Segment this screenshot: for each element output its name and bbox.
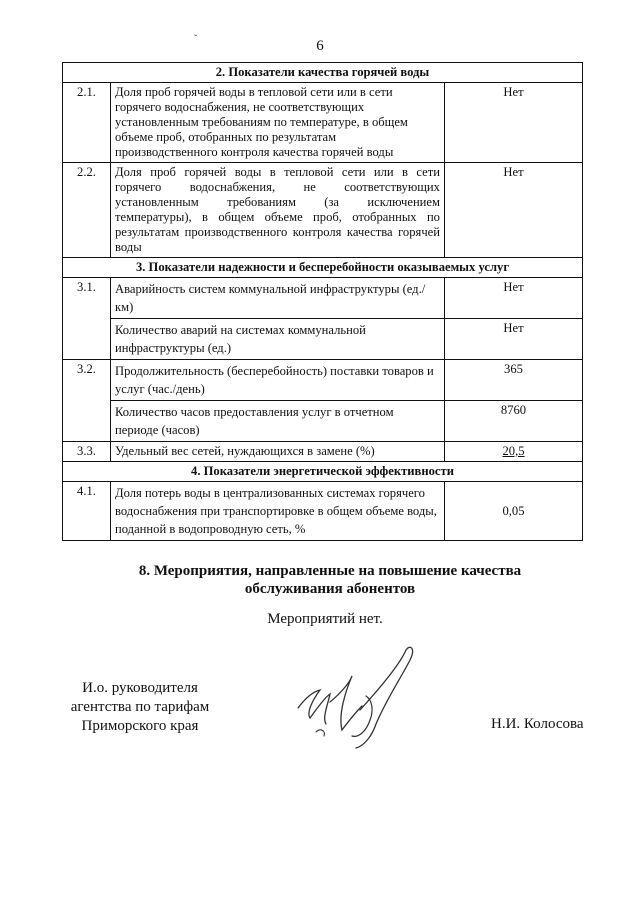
row-value: 8760 — [444, 401, 582, 442]
section-8-body: Мероприятий нет. — [267, 611, 383, 627]
row-description: Удельный вес сетей, нуждающихся в замене (%) — [111, 442, 445, 462]
section-header-row — [63, 462, 583, 482]
row-description: Количество аварий на системах коммунальной инфраструктуры (ед.) — [111, 319, 445, 360]
row-value: Нет — [444, 319, 582, 360]
table-row — [63, 319, 583, 360]
row-number: 3.1. — [63, 278, 111, 360]
row-description: Доля проб горячей воды в тепловой сети или в сети горячего водоснабжения, не соответствующих установленным требованиям по температуре, в общем объеме проб, отобранных по результатам производственного контроля качества горячей воды — [111, 83, 445, 163]
row-description: Продолжительность (бесперебойность) поставки товаров и услуг (час./день) — [111, 360, 445, 401]
section-header-row — [63, 63, 583, 83]
table-row — [63, 482, 583, 541]
row-value: Нет — [444, 163, 582, 258]
section-title-hot-water-quality: 2. Показатели качества горячей воды — [63, 63, 583, 83]
row-value: 20,5 — [444, 442, 582, 462]
scan-mark: ˇ — [194, 34, 198, 45]
section-8-title — [0, 562, 640, 598]
section-8-title-line: 8. Мероприятия, направленные на повышение качества — [138, 563, 522, 579]
section-header-row — [63, 258, 583, 278]
row-value: Нет — [444, 83, 582, 163]
row-description: Доля потерь воды в централизованных системах горячего водоснабжения при транспортировке в общем объеме воды, поданной в водопроводную сеть, % — [111, 482, 445, 541]
row-number: 3.3. — [63, 442, 111, 462]
page-number: 6 — [316, 38, 324, 54]
indicators-table — [62, 62, 583, 541]
position-line: агентства по тарифам — [70, 699, 210, 715]
handwritten-signature-icon — [290, 640, 430, 760]
signatory-name: Н.И. Колосова — [491, 716, 584, 732]
table-row — [63, 401, 583, 442]
row-number: 2.2. — [63, 163, 111, 258]
position-line: Приморского края — [81, 718, 199, 734]
table-row — [63, 278, 583, 319]
row-description: Доля проб горячей воды в тепловой сети или в сети горячего водоснабжения, не соответствующих установленным требованиям (за исключением температуры), в общем объеме проб, отобранных по результатам производственного контроля качества горячей воды — [111, 163, 445, 258]
table-row — [63, 442, 583, 462]
row-value: 365 — [444, 360, 582, 401]
row-description: Аварийность систем коммунальной инфраструктуры (ед./км) — [111, 278, 445, 319]
section-8-title-line: обслуживания абонентов — [244, 581, 416, 597]
table-row — [63, 360, 583, 401]
row-number: 3.2. — [63, 360, 111, 442]
section-title-reliability: 3. Показатели надежности и бесперебойности оказываемых услуг — [63, 258, 583, 278]
table-row — [63, 163, 583, 258]
row-description: Количество часов предоставления услуг в отчетном периоде (часов) — [111, 401, 445, 442]
table-row — [63, 83, 583, 163]
row-value: 0,05 — [444, 482, 582, 541]
row-number: 2.1. — [63, 83, 111, 163]
row-value: Нет — [444, 278, 582, 319]
row-number: 4.1. — [63, 482, 111, 541]
position-line: И.о. руководителя — [82, 680, 198, 696]
signatory-position — [60, 679, 220, 736]
section-title-energy-efficiency: 4. Показатели энергетической эффективности — [63, 462, 583, 482]
